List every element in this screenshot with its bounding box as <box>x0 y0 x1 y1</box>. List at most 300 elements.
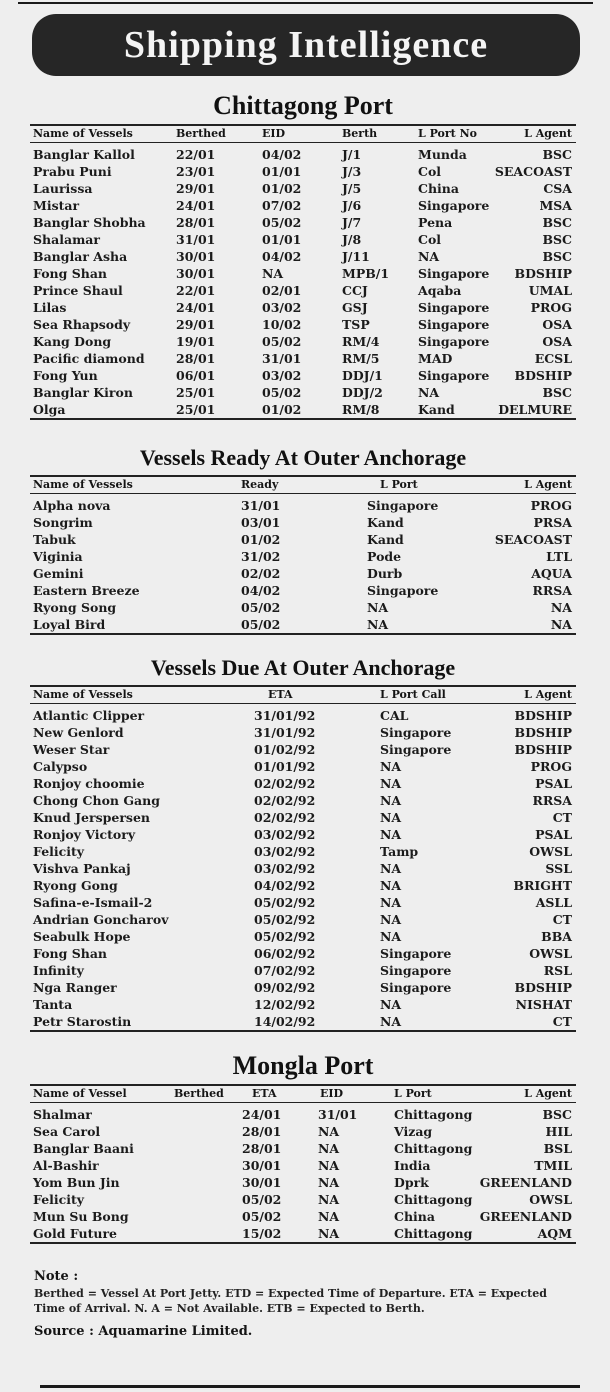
table-cell: Singapore <box>418 368 490 383</box>
divider <box>30 633 576 635</box>
table-cell: Singapore <box>418 334 490 349</box>
table-cell: 07/02 <box>262 198 302 213</box>
table-cell: SSL <box>545 861 572 876</box>
table-cell: 04/02 <box>262 249 302 264</box>
table-row <box>30 809 576 826</box>
table-row <box>30 282 576 299</box>
table-cell: Petr Starostin <box>33 1014 132 1029</box>
table-row <box>30 265 576 282</box>
table-cell: Singapore <box>367 583 439 598</box>
table-row <box>30 860 576 877</box>
table-row <box>30 843 576 860</box>
column-header: L Port Call <box>380 688 446 701</box>
table-cell: 28/01 <box>242 1141 282 1156</box>
note-text: Berthed = Vessel At Port Jetty. ETD = Expected Time of Departure. ETA = Expected Time of Arrival. N. A = Not Available. ETB = Expected to Berth. <box>34 1287 547 1315</box>
table-cell: Ryong Gong <box>33 878 118 893</box>
table-cell: 22/01 <box>176 147 216 162</box>
table-cell: NA <box>380 793 402 808</box>
table-cell: NA <box>318 1158 340 1173</box>
table-row <box>30 582 576 599</box>
table-cell: NA <box>418 249 440 264</box>
table-cell: 31/02 <box>241 549 281 564</box>
table-cell: GSJ <box>342 300 368 315</box>
column-header: Berthed <box>176 127 226 140</box>
table-cell: ASLL <box>535 895 572 910</box>
table-cell: Tanta <box>33 997 73 1012</box>
table-cell: OWSL <box>529 946 572 961</box>
table-row <box>30 514 576 531</box>
table-row <box>30 826 576 843</box>
table-header <box>30 126 576 142</box>
table-cell: 01/02 <box>241 532 281 547</box>
table-cell: BRIGHT <box>513 878 572 893</box>
table-cell: J/1 <box>342 147 362 162</box>
table-cell: Eastern Breeze <box>33 583 140 598</box>
column-header: L Agent <box>524 688 572 701</box>
table-row <box>30 401 576 418</box>
table-cell: 03/02/92 <box>254 827 316 842</box>
table-cell: 24/01 <box>176 300 216 315</box>
table-cell: 01/02 <box>262 181 302 196</box>
table-cell: NA <box>380 810 402 825</box>
table-row <box>30 350 576 367</box>
table-cell: 30/01 <box>242 1175 282 1190</box>
table-cell: 02/02/92 <box>254 793 316 808</box>
table-cell: Singapore <box>418 317 490 332</box>
table-cell: Col <box>418 232 442 247</box>
table-cell: 30/01 <box>176 249 216 264</box>
table-cell: Yom Bun Jin <box>33 1175 120 1190</box>
table-cell: Aqaba <box>418 283 462 298</box>
table-cell: Chong Chon Gang <box>33 793 160 808</box>
table-row <box>30 707 576 724</box>
divider <box>30 1030 576 1032</box>
table-cell: RM/4 <box>342 334 380 349</box>
table-cell: China <box>418 181 459 196</box>
table-cell: NA <box>318 1124 340 1139</box>
table-cell: BSC <box>542 232 572 247</box>
table-row <box>30 616 576 633</box>
table-row <box>30 367 576 384</box>
table-cell: BSC <box>542 385 572 400</box>
section-title: Vessels Ready At Outer Anchorage <box>139 445 467 470</box>
table-cell: Lilas <box>33 300 67 315</box>
ready-section <box>30 441 576 635</box>
table-cell: 05/02 <box>262 215 302 230</box>
table-cell: Ronjoy choomie <box>33 776 145 791</box>
table-cell: CT <box>552 810 572 825</box>
column-header: Name of Vessels <box>33 127 133 140</box>
table-row <box>30 384 576 401</box>
table-cell: 04/02 <box>262 147 302 162</box>
table-cell: Ryong Song <box>33 600 117 615</box>
table-row <box>30 911 576 928</box>
column-header: L Port <box>394 1087 432 1100</box>
table-cell: Kang Dong <box>33 334 112 349</box>
table-cell: TSP <box>342 317 370 332</box>
table-row <box>30 1106 576 1123</box>
table-cell: Infinity <box>33 963 84 978</box>
table-row <box>30 724 576 741</box>
table-cell: PROG <box>530 498 572 513</box>
table-row <box>30 197 576 214</box>
table-cell: RM/8 <box>342 402 380 417</box>
table-cell: 03/02/92 <box>254 861 316 876</box>
due-section <box>30 651 576 1032</box>
table-cell: Tabuk <box>33 532 76 547</box>
table-cell: Vishva Pankaj <box>33 861 131 876</box>
table-cell: 04/02 <box>241 583 281 598</box>
chittagong-section <box>30 88 576 420</box>
column-header: L Agent <box>524 478 572 491</box>
divider <box>30 1242 576 1244</box>
table-cell: BSL <box>543 1141 572 1156</box>
table-cell: 03/02/92 <box>254 844 316 859</box>
table-row <box>30 548 576 565</box>
table-cell: 06/01 <box>176 368 216 383</box>
table-cell: 05/02 <box>262 385 302 400</box>
table-cell: J/5 <box>342 181 362 196</box>
table-cell: BDSHIP <box>514 980 572 995</box>
table-cell: PSAL <box>535 776 572 791</box>
table-cell: 02/02/92 <box>254 776 316 791</box>
table-cell: SEACOAST <box>494 164 572 179</box>
table-cell: Singapore <box>380 980 452 995</box>
table-cell: NA <box>380 878 402 893</box>
column-header: EID <box>262 127 286 140</box>
table-cell: NA <box>262 266 284 281</box>
table-row <box>30 531 576 548</box>
table-cell: J/8 <box>342 232 362 247</box>
table-row <box>30 599 576 616</box>
table-row <box>30 996 576 1013</box>
notes-block <box>34 1268 574 1339</box>
table-cell: Banglar Baani <box>33 1141 134 1156</box>
table-cell: NA <box>550 600 572 615</box>
note-label: Note : <box>34 1269 79 1284</box>
table-cell: J/3 <box>342 164 362 179</box>
column-header: Ready <box>241 478 279 491</box>
table-row <box>30 962 576 979</box>
table-cell: Chittagong <box>394 1226 473 1241</box>
table-cell: CT <box>552 1014 572 1029</box>
table-cell: Songrim <box>33 515 93 530</box>
table-row <box>30 1123 576 1140</box>
table-cell: DDJ/1 <box>342 368 383 383</box>
table-cell: 31/01 <box>241 498 281 513</box>
table-cell: MAD <box>418 351 453 366</box>
table-cell: 05/02 <box>241 617 281 632</box>
table-cell: BDSHIP <box>514 266 572 281</box>
column-header: L Port No <box>418 127 477 140</box>
table-cell: Singapore <box>418 300 490 315</box>
table-cell: NA <box>367 600 389 615</box>
table-cell: Singapore <box>380 742 452 757</box>
table-cell: RSL <box>543 963 572 978</box>
table-cell: Laurissa <box>33 181 93 196</box>
table-cell: 31/01/92 <box>254 725 316 740</box>
table-row <box>30 1013 576 1030</box>
table-cell: NA <box>367 617 389 632</box>
table-cell: NA <box>380 912 402 927</box>
table-cell: 14/02/92 <box>254 1014 316 1029</box>
table-cell: Alpha nova <box>33 498 111 513</box>
table-row <box>30 299 576 316</box>
table-row <box>30 945 576 962</box>
table-row <box>30 146 576 163</box>
table-cell: 29/01 <box>176 181 216 196</box>
table-cell: Al-Bashir <box>33 1158 99 1173</box>
table-cell: Shalmar <box>33 1107 92 1122</box>
section-title: Vessels Due At Outer Anchorage <box>150 655 456 680</box>
table-cell: NA <box>380 929 402 944</box>
table-cell: Singapore <box>380 946 452 961</box>
column-header: ETA <box>268 688 293 701</box>
column-header: L Port <box>380 478 418 491</box>
table-row <box>30 1140 576 1157</box>
table-cell: 01/02/92 <box>254 742 316 757</box>
table-cell: Safina-e-Ismail-2 <box>33 895 153 910</box>
table-cell: Fong Shan <box>33 266 108 281</box>
table-cell: Banglar Kallol <box>33 147 135 162</box>
column-header: Name of Vessels <box>33 688 133 701</box>
table-cell: 05/02 <box>242 1192 282 1207</box>
table-cell: 05/02 <box>242 1209 282 1224</box>
table-cell: Viginia <box>33 549 83 564</box>
table-cell: Singapore <box>418 266 490 281</box>
table-row <box>30 180 576 197</box>
table-row <box>30 979 576 996</box>
table-cell: Prince Shaul <box>33 283 123 298</box>
source-line: Source : Aquamarine Limited. <box>34 1324 253 1339</box>
table-cell: 23/01 <box>176 164 216 179</box>
table-row <box>30 248 576 265</box>
table-cell: Calypso <box>33 759 88 774</box>
table-cell: Singapore <box>380 963 452 978</box>
table-cell: NA <box>380 1014 402 1029</box>
table-cell: Vizag <box>394 1124 433 1139</box>
table-cell: Durb <box>367 566 403 581</box>
table-cell: New Genlord <box>33 725 124 740</box>
table-cell: ECSL <box>534 351 572 366</box>
table-cell: 19/01 <box>176 334 216 349</box>
table-cell: TMIL <box>534 1158 572 1173</box>
table-cell: RRSA <box>532 583 572 598</box>
table-cell: GREENLAND <box>479 1175 572 1190</box>
table-cell: Banglar Asha <box>33 249 128 264</box>
table-cell: CSA <box>543 181 572 196</box>
table-row <box>30 1225 576 1242</box>
table-row <box>30 497 576 514</box>
table-cell: 15/02 <box>242 1226 282 1241</box>
table-cell: 31/01 <box>176 232 216 247</box>
table-cell: Singapore <box>418 198 490 213</box>
table-cell: BDSHIP <box>514 742 572 757</box>
table-cell: 30/01 <box>242 1158 282 1173</box>
table-cell: 05/02/92 <box>254 895 316 910</box>
table-row <box>30 333 576 350</box>
table-cell: 28/01 <box>176 215 216 230</box>
table-row <box>30 1191 576 1208</box>
table-cell: Banglar Kiron <box>33 385 133 400</box>
table-cell: CAL <box>380 708 409 723</box>
table-cell: OWSL <box>529 1192 572 1207</box>
table-cell: 10/02 <box>262 317 302 332</box>
table-cell: J/6 <box>342 198 362 213</box>
mongla-section <box>30 1048 576 1244</box>
table-cell: 31/01/92 <box>254 708 316 723</box>
table-cell: PRSA <box>533 515 572 530</box>
table-cell: Weser Star <box>33 742 110 757</box>
table-cell: Seabulk Hope <box>33 929 131 944</box>
table-cell: Pena <box>418 215 453 230</box>
table-cell: NA <box>380 776 402 791</box>
table-cell: 31/01 <box>318 1107 358 1122</box>
table-cell: NA <box>318 1192 340 1207</box>
table-cell: PSAL <box>535 827 572 842</box>
table-cell: NA <box>380 895 402 910</box>
table-cell: Chittagong <box>394 1141 473 1156</box>
column-header: Name of Vessel <box>33 1087 127 1100</box>
table-cell: Nga Ranger <box>33 980 117 995</box>
table-cell: BDSHIP <box>514 368 572 383</box>
table-cell: 02/02 <box>241 566 281 581</box>
table-cell: NA <box>380 861 402 876</box>
page-title: Shipping Intelligence <box>32 14 580 76</box>
table-cell: NA <box>380 759 402 774</box>
column-header: L Agent <box>524 1087 572 1100</box>
table-cell: 31/01 <box>262 351 302 366</box>
table-cell: RM/5 <box>342 351 380 366</box>
table-cell: 01/01/92 <box>254 759 316 774</box>
table-cell: OSA <box>542 334 572 349</box>
table-row <box>30 741 576 758</box>
table-cell: AQM <box>537 1226 572 1241</box>
table-cell: 01/02 <box>262 402 302 417</box>
table-row <box>30 877 576 894</box>
table-cell: CCJ <box>342 283 368 298</box>
table-cell: Gemini <box>33 566 84 581</box>
table-row <box>30 316 576 333</box>
table-cell: Ronjoy Victory <box>33 827 136 842</box>
table-cell: Sea Carol <box>33 1124 101 1139</box>
table-cell: 02/01 <box>262 283 302 298</box>
table-cell: Banglar Shobha <box>33 215 146 230</box>
table-cell: 24/01 <box>242 1107 282 1122</box>
table-cell: NA <box>380 827 402 842</box>
column-header: ETA <box>252 1087 277 1100</box>
section-title: Mongla Port <box>232 1051 374 1080</box>
table-cell: 29/01 <box>176 317 216 332</box>
table-row <box>30 163 576 180</box>
table-cell: 01/01 <box>262 164 302 179</box>
table-cell: NA <box>418 385 440 400</box>
divider <box>30 418 576 420</box>
table-cell: 02/02/92 <box>254 810 316 825</box>
top-rule <box>18 2 593 4</box>
table-cell: 24/01 <box>176 198 216 213</box>
table-cell: Col <box>418 164 442 179</box>
table-cell: Felicity <box>33 1192 85 1207</box>
table-row <box>30 928 576 945</box>
table-cell: Felicity <box>33 844 85 859</box>
table-cell: 05/02 <box>262 334 302 349</box>
table-cell: DELMURE <box>498 402 572 417</box>
table-header <box>30 1086 576 1102</box>
table-row <box>30 775 576 792</box>
table-cell: 03/01 <box>241 515 281 530</box>
table-cell: LTL <box>546 549 572 564</box>
table-cell: Singapore <box>367 498 439 513</box>
table-row <box>30 894 576 911</box>
table-cell: 09/02/92 <box>254 980 316 995</box>
table-cell: CT <box>552 912 572 927</box>
table-row <box>30 214 576 231</box>
table-cell: BSC <box>542 249 572 264</box>
table-cell: MPB/1 <box>342 266 390 281</box>
table-cell: Atlantic Clipper <box>33 708 145 723</box>
table-cell: China <box>394 1209 435 1224</box>
table-cell: 01/01 <box>262 232 302 247</box>
table-cell: Prabu Puni <box>33 164 112 179</box>
table-cell: 12/02/92 <box>254 997 316 1012</box>
table-cell: Knud Jerspersen <box>33 810 150 825</box>
table-cell: NISHAT <box>515 997 572 1012</box>
table-cell: BSC <box>542 147 572 162</box>
table-cell: BDSHIP <box>514 725 572 740</box>
table-cell: NA <box>380 997 402 1012</box>
table-cell: Gold Future <box>33 1226 117 1241</box>
table-cell: PROG <box>530 759 572 774</box>
table-cell: 04/02/92 <box>254 878 316 893</box>
table-row <box>30 1208 576 1225</box>
table-row <box>30 231 576 248</box>
table-cell: Chittagong <box>394 1107 473 1122</box>
bottom-rule <box>40 1385 580 1388</box>
column-header: Berthed <box>174 1087 224 1100</box>
table-cell: 05/02/92 <box>254 929 316 944</box>
table-cell: SEACOAST <box>494 532 572 547</box>
table-cell: RRSA <box>532 793 572 808</box>
table-cell: 30/01 <box>176 266 216 281</box>
table-row <box>30 792 576 809</box>
table-row <box>30 1157 576 1174</box>
table-cell: Fong Yun <box>33 368 98 383</box>
table-cell: 25/01 <box>176 385 216 400</box>
table-cell: 07/02/92 <box>254 963 316 978</box>
column-header: EID <box>320 1087 344 1100</box>
table-cell: 03/02 <box>262 300 302 315</box>
table-cell: DDJ/2 <box>342 385 383 400</box>
table-cell: 05/02/92 <box>254 912 316 927</box>
table-cell: NA <box>318 1141 340 1156</box>
table-cell: NA <box>318 1226 340 1241</box>
table-cell: Andrian Goncharov <box>33 912 169 927</box>
table-cell: BSC <box>542 215 572 230</box>
table-cell: Mun Su Bong <box>33 1209 129 1224</box>
table-cell: AQUA <box>531 566 572 581</box>
table-cell: OSA <box>542 317 572 332</box>
table-cell: BBA <box>541 929 572 944</box>
table-row <box>30 758 576 775</box>
column-header: Berth <box>342 127 378 140</box>
table-header <box>30 687 576 703</box>
table-cell: Pacific diamond <box>33 351 145 366</box>
table-row <box>30 565 576 582</box>
table-cell: UMAL <box>528 283 572 298</box>
table-cell: PROG <box>530 300 572 315</box>
table-cell: Kand <box>367 515 404 530</box>
